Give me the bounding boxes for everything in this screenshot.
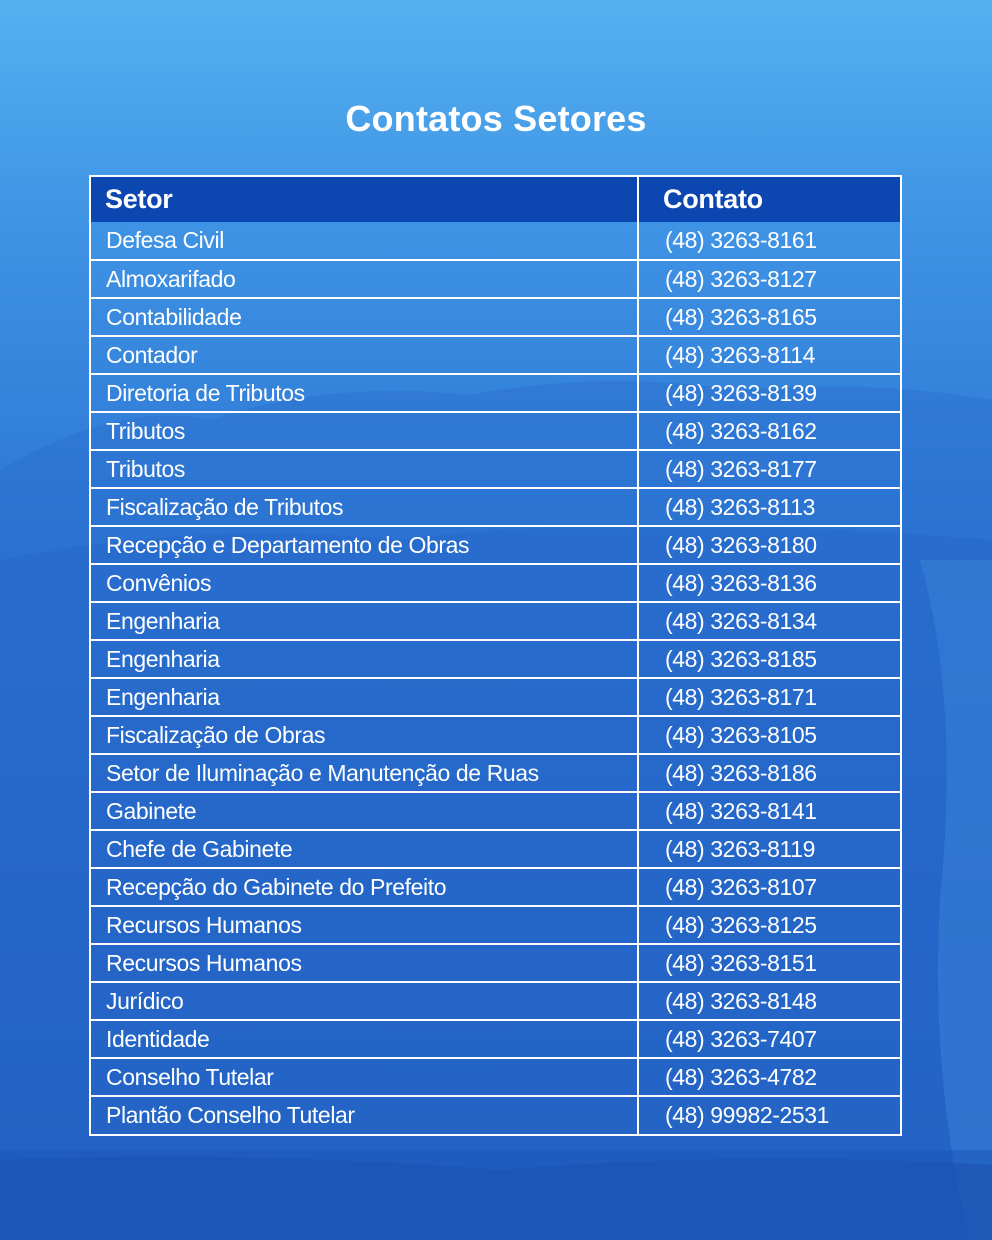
contato-cell: (48) 3263-8134 xyxy=(638,602,900,640)
contato-cell: (48) 3263-8113 xyxy=(638,488,900,526)
setor-cell: Recepção do Gabinete do Prefeito xyxy=(91,868,638,906)
contato-cell: (48) 3263-8171 xyxy=(638,678,900,716)
setor-cell: Defesa Civil xyxy=(91,222,638,260)
setor-cell: Convênios xyxy=(91,564,638,602)
contato-cell: (48) 3263-8151 xyxy=(638,944,900,982)
setor-cell: Contador xyxy=(91,336,638,374)
table-row xyxy=(91,906,900,944)
setor-cell: Fiscalização de Obras xyxy=(91,716,638,754)
contato-cell: (48) 3263-8114 xyxy=(638,336,900,374)
table-row xyxy=(91,298,900,336)
contato-cell: (48) 3263-8136 xyxy=(638,564,900,602)
contacts-table xyxy=(89,175,902,1136)
contato-cell: (48) 3263-8177 xyxy=(638,450,900,488)
contato-cell: (48) 99982-2531 xyxy=(638,1096,900,1134)
contato-cell: (48) 3263-8105 xyxy=(638,716,900,754)
contato-cell: (48) 3263-8107 xyxy=(638,868,900,906)
table-row xyxy=(91,830,900,868)
setor-cell: Tributos xyxy=(91,412,638,450)
contato-cell: (48) 3263-8119 xyxy=(638,830,900,868)
setor-cell: Recursos Humanos xyxy=(91,906,638,944)
table-row xyxy=(91,488,900,526)
table-header-row xyxy=(91,177,900,222)
table-row xyxy=(91,678,900,716)
setor-cell: Engenharia xyxy=(91,640,638,678)
setor-cell: Chefe de Gabinete xyxy=(91,830,638,868)
table-row xyxy=(91,944,900,982)
table-row xyxy=(91,640,900,678)
contato-cell: (48) 3263-8162 xyxy=(638,412,900,450)
setor-cell: Setor de Iluminação e Manutenção de Ruas xyxy=(91,754,638,792)
contato-cell: (48) 3263-8161 xyxy=(665,227,817,253)
table-row xyxy=(91,222,900,260)
contato-cell: (48) 3263-8127 xyxy=(638,260,900,298)
table-row xyxy=(91,526,900,564)
setor-cell: Almoxarifado xyxy=(91,260,638,298)
contato-cell: (48) 3263-8141 xyxy=(638,792,900,830)
setor-cell: Tributos xyxy=(91,450,638,488)
setor-cell: Conselho Tutelar xyxy=(91,1058,638,1096)
table-row xyxy=(91,754,900,792)
contato-cell: (48) 3263-8180 xyxy=(638,526,900,564)
setor-cell: Engenharia xyxy=(91,602,638,640)
table-row xyxy=(91,792,900,830)
contato-cell: (48) 3263-4782 xyxy=(638,1058,900,1096)
column-header-contato: Contato xyxy=(638,177,900,222)
table-row xyxy=(91,450,900,488)
table-row xyxy=(91,1020,900,1058)
setor-cell: Jurídico xyxy=(91,982,638,1020)
contato-cell: (48) 3263-8139 xyxy=(638,374,900,412)
table-row xyxy=(91,982,900,1020)
setor-cell: Identidade xyxy=(91,1020,638,1058)
table-row xyxy=(91,716,900,754)
table-row xyxy=(91,868,900,906)
setor-cell: Recepção e Departamento de Obras xyxy=(91,526,638,564)
contato-cell: (48) 3263-8125 xyxy=(638,906,900,944)
table-row xyxy=(91,412,900,450)
setor-cell: Contabilidade xyxy=(91,298,638,336)
contato-cell: (48) 3263-8186 xyxy=(638,754,900,792)
table-row xyxy=(91,1058,900,1096)
table-row xyxy=(91,602,900,640)
setor-cell: Engenharia xyxy=(91,678,638,716)
setor-cell: Plantão Conselho Tutelar xyxy=(91,1096,638,1134)
setor-cell: Gabinete xyxy=(91,792,638,830)
page-title: Contatos Setores xyxy=(345,98,647,139)
contato-cell: (48) 3263-8165 xyxy=(638,298,900,336)
setor-cell: Fiscalização de Tributos xyxy=(91,488,638,526)
contato-cell: (48) 3263-7407 xyxy=(638,1020,900,1058)
setor-cell: Diretoria de Tributos xyxy=(91,374,638,412)
setor-cell: Recursos Humanos xyxy=(91,944,638,982)
contato-cell: (48) 3263-8185 xyxy=(638,640,900,678)
contato-cell: (48) 3263-8148 xyxy=(638,982,900,1020)
table-row xyxy=(91,1096,900,1134)
column-header-setor: Setor xyxy=(91,177,638,222)
table-row xyxy=(91,260,900,298)
table-row xyxy=(91,564,900,602)
table-row xyxy=(91,374,900,412)
table-row xyxy=(91,336,900,374)
